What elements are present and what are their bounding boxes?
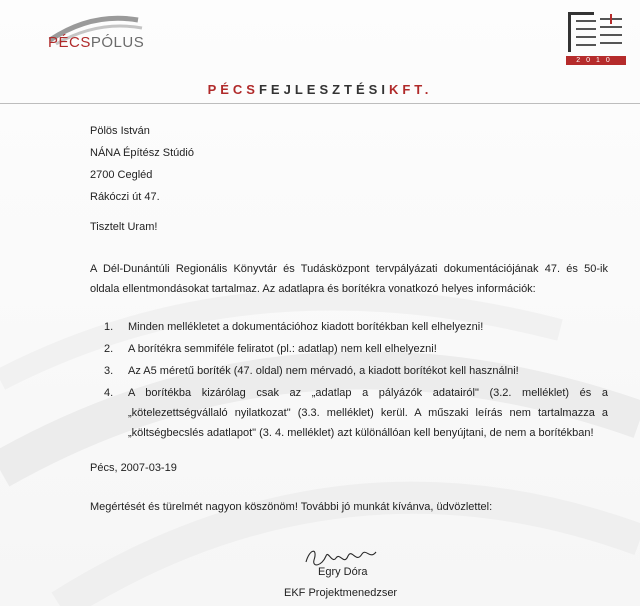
list-item (104, 317, 608, 337)
signatory-name: Egry Dóra (318, 566, 368, 578)
list-item-text: A borítékra semmiféle feliratot (pl.: adatlap) nem kell elhelyezni! (128, 343, 437, 355)
logo-year-band: 2010 (566, 56, 626, 65)
recipient-address (90, 120, 194, 208)
signatory-role: EKF Projektmenedzser (284, 587, 398, 599)
list-item-text: A borítékba kizárólag csak az „adatlap a pályázók adatairól" (3.2. melléklet) és a „kötelezettségvállaló nyilatkozat" (3.3. melléklet) kerül. A műszaki leírás nem tartalmazza a „költségbecslés adatlapot" (3. 4. melléklet) azt különállóan kell benyújtani, de nem a borítékban! (128, 387, 608, 439)
list-item-number: 3. (104, 365, 114, 377)
letterhead-divider (0, 103, 640, 104)
list-item (104, 361, 608, 381)
list-item-number: 1. (104, 321, 114, 333)
recipient-city: 2700 Cegléd (90, 169, 153, 181)
intro-paragraph: A Dél-Dunántúli Regionális Könyvtár és Tudásközpont tervpályázati dokumentációjának 47. és 50-ik oldala ellentmondásokat tartalmaz. Az adatlapra és borítékra vonatkozó helyes információk: (90, 263, 608, 295)
information-list (104, 317, 608, 445)
company-name-part-3: KFT. (388, 82, 433, 97)
company-name-part-2: FEJLESZTÉSI (258, 82, 389, 97)
closing-line: Megértését és türelmét nagyon köszönöm! További jó munkát kívánva, üdvözlettel: (90, 501, 493, 513)
recipient-company: NÁNA Építész Stúdió (90, 147, 194, 159)
company-name-part-1: PÉCS (207, 82, 259, 97)
list-item (104, 383, 608, 443)
company-name (0, 82, 640, 97)
pecspolus-logo (48, 34, 144, 51)
list-item-text: Minden mellékletet a dokumentációhoz kiadott borítékban kell elhelyezni! (128, 321, 484, 333)
list-item-number: 4. (104, 387, 114, 399)
logo-prefix: PÉCS (48, 34, 91, 51)
letter-date: Pécs, 2007-03-19 (90, 462, 177, 474)
recipient-name: Pölös István (90, 125, 150, 137)
list-item-text: Az A5 méretű boríték (47. oldal) nem mérvadó, a kiadott borítékot kell használni! (128, 365, 519, 377)
recipient-street: Rákóczi út 47. (90, 191, 160, 203)
list-item-number: 2. (104, 343, 114, 355)
salutation: Tisztelt Uram! (90, 221, 158, 233)
list-item (104, 339, 608, 359)
logo-suffix: PÓLUS (90, 34, 145, 51)
capital-of-culture-logo (566, 12, 626, 62)
